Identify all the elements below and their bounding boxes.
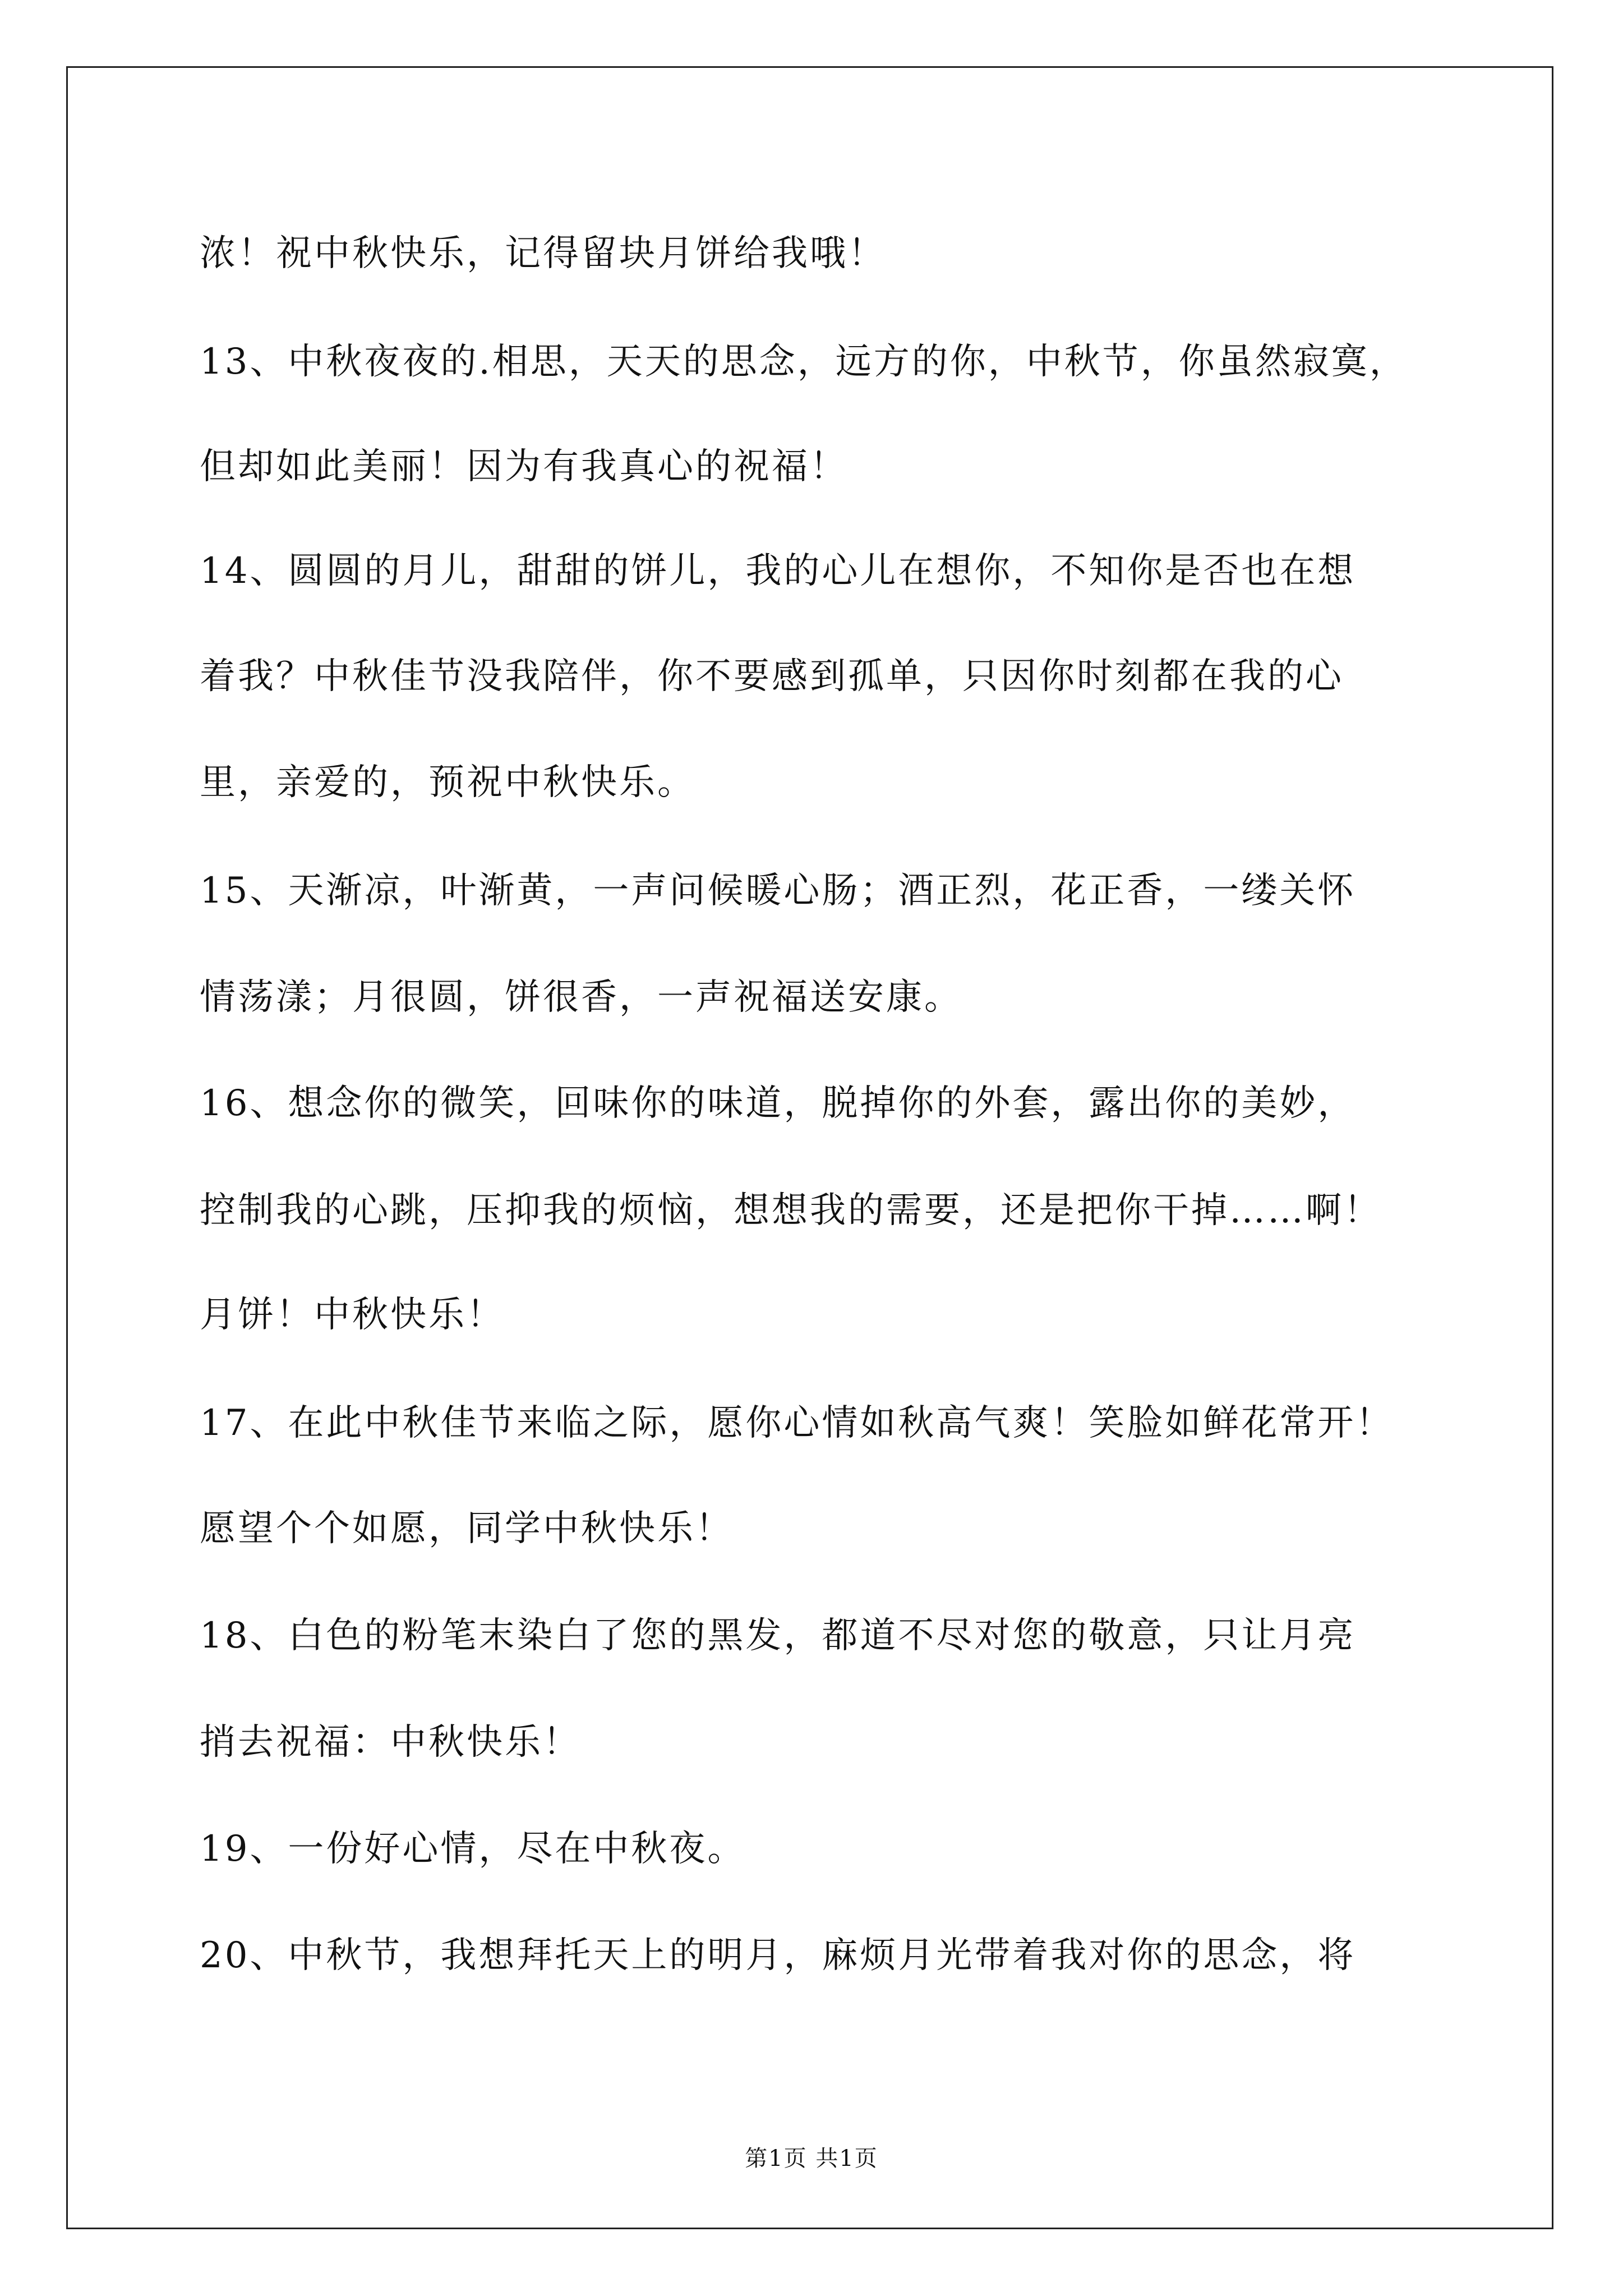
text-line: 里，亲爱的，预祝中秋快乐。 bbox=[200, 762, 695, 803]
text-line: 情荡漾；月很圆，饼很香，一声祝福送安康。 bbox=[200, 977, 962, 1018]
text-line: 16、想念你的微笑，回味你的味道，脱掉你的外套，露出你的美妙， bbox=[200, 1083, 1356, 1124]
text-line: 控制我的心跳，压抑我的烦恼，想想我的需要，还是把你干掉……啊！ bbox=[200, 1190, 1382, 1231]
text-line: 着我？中秋佳节没我陪伴，你不要感到孤单，只因你时刻都在我的心 bbox=[200, 656, 1344, 697]
text-line: 18、白色的粉笔末染白了您的黑发，都道不尽对您的敬意，只让月亮 bbox=[200, 1615, 1356, 1657]
text-line: 13、中秋夜夜的.相思，天天的思念，远方的你，中秋节，你虽然寂寞， bbox=[200, 341, 1408, 383]
text-line: 月饼！中秋快乐！ bbox=[200, 1294, 505, 1336]
text-line: 愿望个个如愿，同学中秋快乐！ bbox=[200, 1508, 734, 1549]
text-line: 19、一份好心情，尽在中秋夜。 bbox=[200, 1828, 746, 1870]
text-line: 浓！祝中秋快乐，记得留块月饼给我哦！ bbox=[200, 233, 886, 274]
text-line: 17、在此中秋佳节来临之际，愿你心情如秋高气爽！笑脸如鲜花常开！ bbox=[200, 1402, 1394, 1444]
text-line: 捎去祝福：中秋快乐！ bbox=[200, 1722, 581, 1763]
page-footer: 第1页 共1页 bbox=[745, 2146, 878, 2171]
page-border bbox=[66, 66, 1553, 2229]
text-line: 15、天渐凉，叶渐黄，一声问候暖心肠；酒正烈，花正香，一缕关怀 bbox=[200, 870, 1356, 912]
text-line: 但却如此美丽！因为有我真心的祝福！ bbox=[200, 446, 848, 487]
text-line: 14、圆圆的月儿，甜甜的饼儿，我的心儿在想你，不知你是否也在想 bbox=[200, 550, 1356, 592]
text-line: 20、中秋节，我想拜托天上的明月，麻烦月光带着我对你的思念，将 bbox=[200, 1935, 1356, 1976]
